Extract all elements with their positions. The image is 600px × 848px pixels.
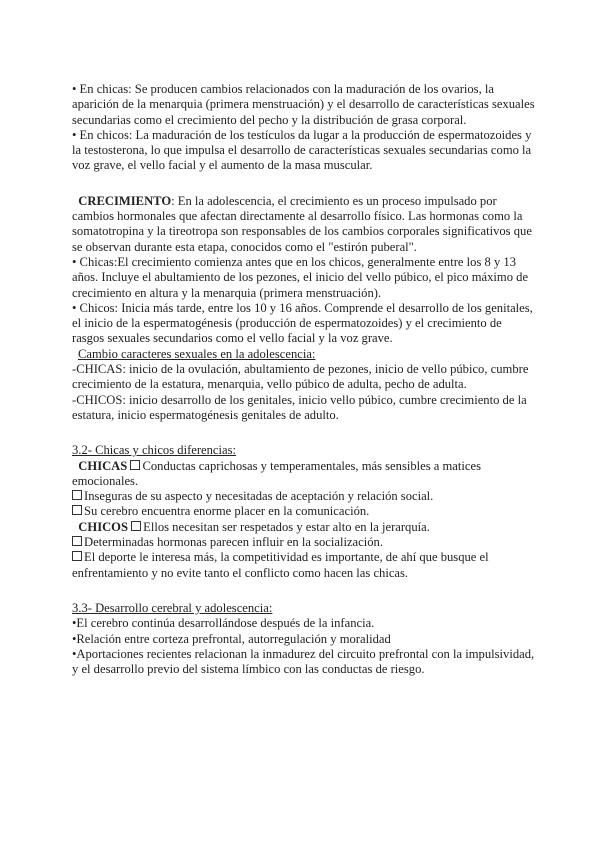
diferencias-heading: 3.2- Chicas y chicos diferencias:: [72, 443, 237, 458]
diferencias-chicos-line: [72, 535, 536, 550]
pubertad-chicos-paragraph: • En chicos: La maduración de los testículos da lugar a la producción de espermatozoides y la testosterona, lo que impulsa el desarrollo de características sexuales secundarias como la voz grave, el vello facial y el aumento de la masa muscular.: [72, 127, 532, 173]
diferencias-chicas-line: [72, 489, 536, 504]
cerebral-heading: 3.3- Desarrollo cerebral y adolescencia:: [72, 600, 273, 615]
crecimiento-chicas-paragraph: • Chicas:El crecimiento comienza antes que en los chicos, generalmente entre los 8 y 13 años. Incluye el abultamiento de los pezones, el inicio del vello púbico, el pico máximo de crecimiento en altura y la menarquia (primera menstruación).: [72, 254, 529, 300]
crecimiento-paragraph: [72, 194, 536, 255]
chicas-item: Inseguras de su aspecto y necesitadas de aceptación y relación social.: [84, 489, 434, 504]
cambio-chicos-paragraph: -CHICOS: inicio desarrollo de los genitales, inicio vello púbico, cumbre crecimiento de la estatura, inicio espermatogénesis genitales de adulto.: [72, 392, 527, 422]
cerebral-item: •Aportaciones recientes relacionan la inmadurez del circuito prefrontal con la impulsividad, y el desarrollo previo del sistema límbico con las conductas de riesgo.: [72, 646, 535, 677]
crecimiento-chicos-paragraph: • Chicos: Inicia más tarde, entre los 10 y 16 años. Comprende el desarrollo de los genitales, el inicio de la espermatogénesis (producción de espermatozoides) y el crecimiento de rasgos sexuales secundarios como el vello facial y la voz grave.: [72, 300, 533, 346]
cambio-chicas-paragraph: -CHICAS: inicio de la ovulación, abultamiento de pezones, inicio de vello púbico, cumbre crecimiento de la estatura, menarquia, vello púbico de adulta, pecho de adulta.: [72, 362, 529, 392]
diferencias-chicas-line: [72, 459, 536, 490]
cambio-heading: Cambio caracteres sexuales en la adolescencia:: [78, 346, 316, 361]
chicos-item: Ellos necesitan ser respetados y estar alto en la jerarquía.: [143, 519, 430, 534]
crecimiento-intro: : En la adolescencia, el crecimiento es un proceso impulsado por cambios hormonales que afectan directamente al desarrollo físico. Las hormonas como la somatotropina y la tireotropa son responsables de los cambios corporales significativos que se observan durante esta etapa, conocidos como el "estirón puberal".: [72, 193, 532, 254]
chicas-item: Conductas caprichosas y temperamentales, más sensibles a matices emocionales.: [72, 458, 481, 488]
chicos-item: Determinadas hormonas parecen influir en la socialización.: [84, 535, 383, 550]
checkbox-icon: [131, 521, 141, 531]
crecimiento-heading: CRECIMIENTO: [78, 193, 172, 208]
chicas-label: CHICAS: [78, 458, 128, 473]
checkbox-icon: [130, 460, 140, 470]
pubertad-chicas-paragraph: • En chicas: Se producen cambios relacionados con la maduración de los ovarios, la aparición de la menarquia (primera menstruación) y el desarrollo de características sexuales secundarias como el crecimiento del pecho y la distribución de grasa corporal.: [72, 82, 535, 127]
diferencias-chicos-line: [72, 520, 536, 535]
checkbox-icon: [72, 505, 82, 515]
checkbox-icon: [72, 490, 82, 500]
diferencias-chicas-line: [72, 504, 536, 519]
chicas-item: Su cerebro encuentra enorme placer en la comunicación.: [84, 504, 370, 519]
checkbox-icon: [72, 536, 82, 546]
cerebral-item: •El cerebro continúa desarrollándose después de la infancia.: [72, 616, 375, 631]
chicos-item: El deporte le interesa más, la competitividad es importante, de ahí que busque el enfrentamiento y no evite tanto el conflicto como hacen las chicas.: [72, 550, 489, 580]
checkbox-icon: [72, 551, 82, 561]
diferencias-chicos-line: [72, 550, 536, 581]
chicos-label: CHICOS: [78, 519, 128, 534]
cerebral-item: •Relación entre corteza prefrontal, autorregulación y moralidad: [72, 631, 391, 646]
